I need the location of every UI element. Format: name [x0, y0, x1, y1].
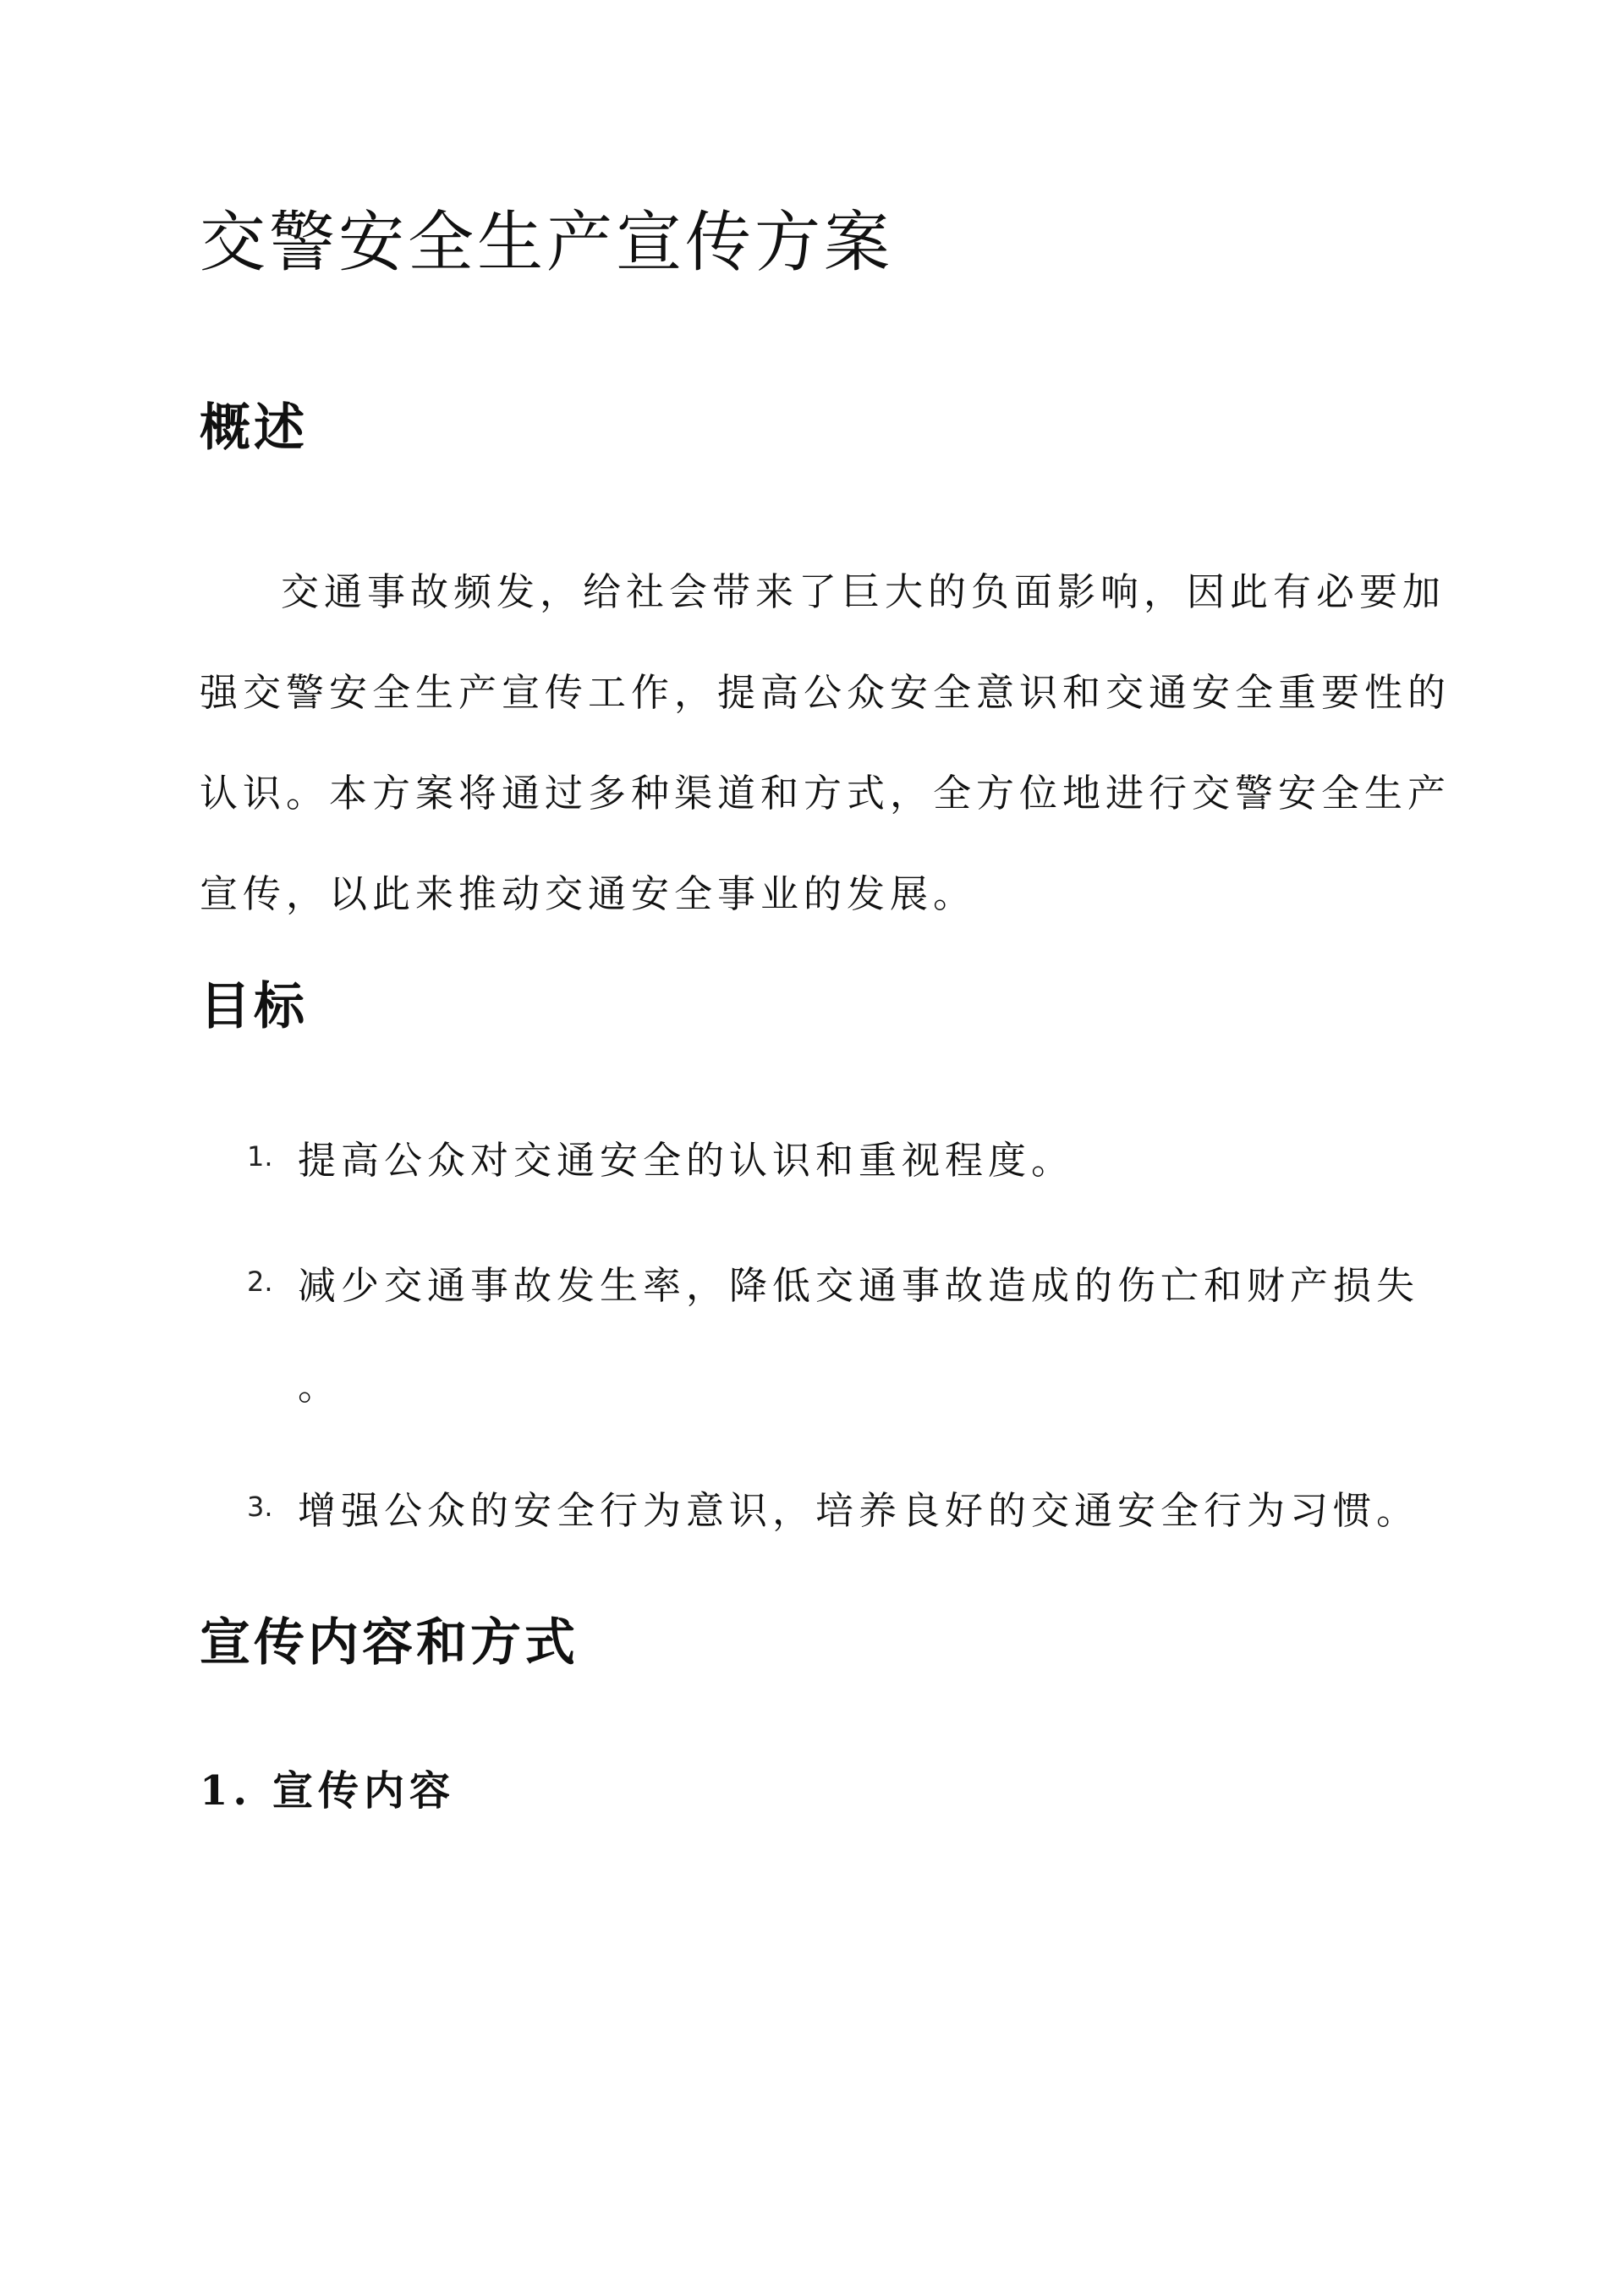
paragraph-line: 交通事故频发，给社会带来了巨大的负面影响，因此有必要加	[281, 569, 1446, 614]
overview-paragraph	[200, 541, 1451, 944]
list-number: 2.	[247, 1266, 273, 1298]
goal-text: 增强公众的安全行为意识，培养良好的交通安全行为习惯。	[298, 1488, 1420, 1533]
section-heading-goals: 目标	[200, 977, 308, 1036]
list-number: 3.	[247, 1491, 273, 1523]
goal-text-continuation: 。	[298, 1364, 342, 1409]
paragraph-line: 认识。本方案将通过多种渠道和方式，全方位地进行交警安全生产	[200, 771, 1451, 816]
subsection-number: 1.	[200, 1767, 253, 1815]
paragraph-line: 宣传，以此来推动交通安全事业的发展。	[200, 871, 977, 916]
document-title: 交警安全生产宣传方案	[200, 205, 894, 281]
goal-text: 提高公众对交通安全的认识和重视程度。	[298, 1138, 1075, 1183]
goal-text: 减少交通事故发生率，降低交通事故造成的伤亡和财产损失	[298, 1263, 1420, 1308]
paragraph-line: 强交警安全生产宣传工作，提高公众安全意识和交通安全重要性的	[200, 670, 1451, 715]
subsection-title: 宣传内容	[272, 1767, 456, 1815]
list-number: 1.	[247, 1140, 273, 1173]
subsection-heading	[200, 1761, 455, 1821]
section-heading-content-methods: 宣传内容和方式	[200, 1613, 579, 1673]
section-heading-overview: 概述	[200, 398, 308, 458]
